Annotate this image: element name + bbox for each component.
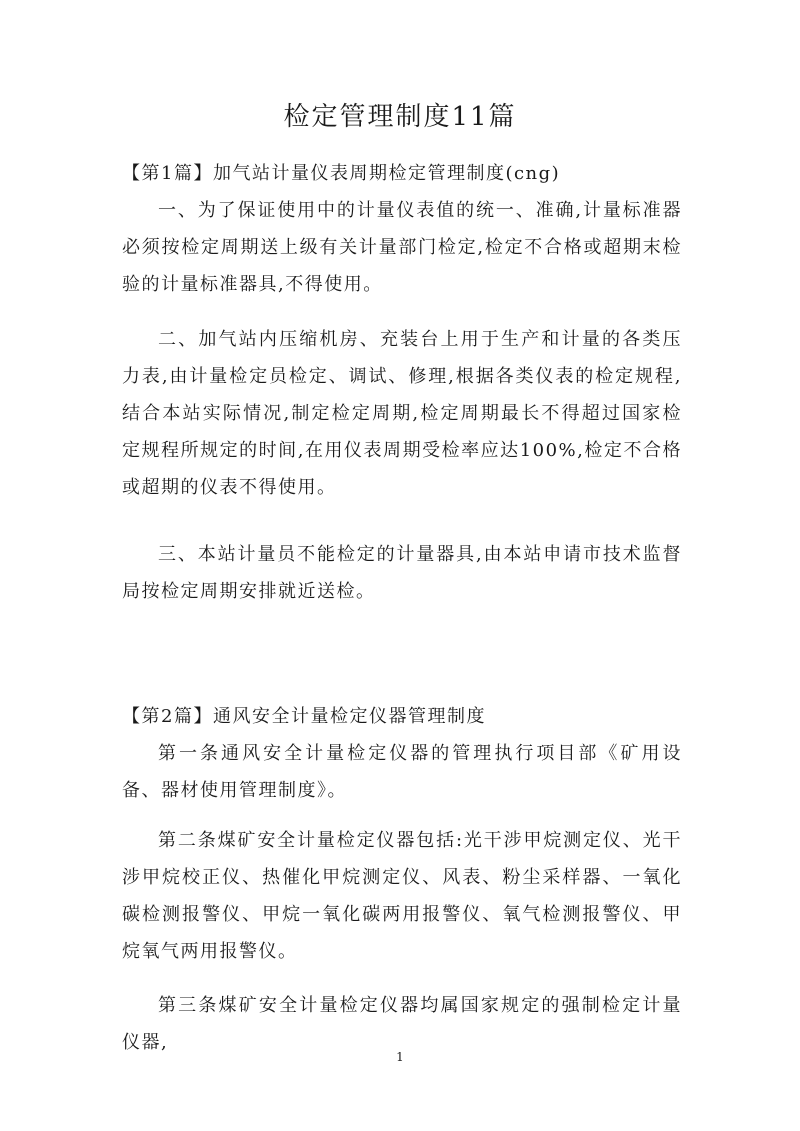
article-2-heading: 【第2篇】通风安全计量检定仪器管理制度 [122, 706, 486, 727]
article-1-paragraph-3: 三、本站计量员不能检定的计量器具,由本站申请市技术监督局按检定周期安排就近送检。 [122, 544, 682, 602]
article-1-heading: 【第1篇】加气站计量仪表周期检定管理制度(cng) [122, 163, 561, 184]
article-1-paragraph-2: 二、加气站内压缩机房、充装台上用于生产和计量的各类压力表,由计量检定员检定、调试、修理,根据各类仪表的检定规程,结合本站实际情况,制定检定周期,检定周期最长不得超过国家检定规程所规定的时间,在用仪表周期受检率应达100%,检定不合格或超期的仪表不得使用。 [122, 329, 682, 498]
article-2-paragraph-1: 第一条通风安全计量检定仪器的管理执行项目部《矿用设备、器材使用管理制度》。 [122, 743, 682, 801]
article-2-paragraph-3: 第三条煤矿安全计量检定仪器均属国家规定的强制检定计量仪器, [122, 995, 682, 1053]
article-2-paragraph-2: 第二条煤矿安全计量检定仪器包括:光干涉甲烷测定仪、光干涉甲烷校正仪、热催化甲烷测定仪、风表、粉尘采样器、一氧化碳检测报警仪、甲烷一氧化碳两用报警仪、氧气检测报警仪、甲烷氧气两用报警仪。 [122, 830, 682, 962]
page-number: 1 [396, 1050, 404, 1064]
article-1-paragraph-1: 一、为了保证使用中的计量仪表值的统一、准确,计量标准器必须按检定周期送上级有关计量部门检定,检定不合格或超期末检验的计量标准器具,不得使用。 [122, 200, 682, 295]
document-title: 检定管理制度11篇 [283, 102, 517, 132]
